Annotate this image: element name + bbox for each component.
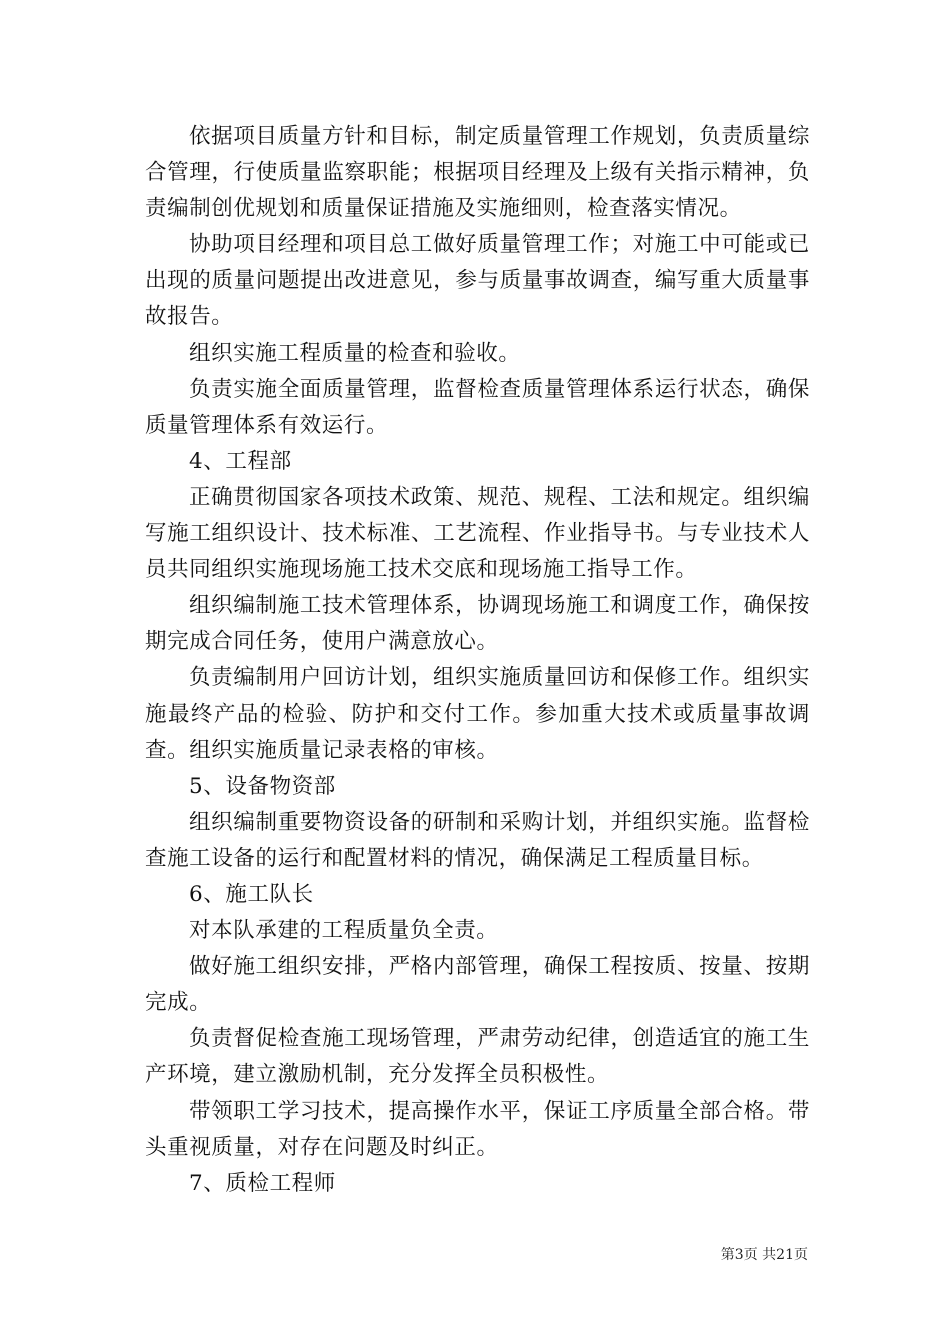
- paragraph: 协助项目经理和项目总工做好质量管理工作；对施工中可能或已出现的质量问题提出改进意见，参与质量事故调查，编写重大质量事故报告。: [145, 232, 810, 330]
- current-page-number: 3: [734, 1247, 744, 1263]
- paragraph: 带领职工学习技术，提高操作水平，保证工序质量全部合格。带头重视质量，对存在问题及时纠正。: [145, 1098, 810, 1160]
- paragraph: 依据项目质量方针和目标，制定质量管理工作规划，负责质量综合管理，行使质量监察职能；根据项目经理及上级有关指示精神，负责编制创优规划和质量保证措施及实施细则，检查落实情况。: [145, 124, 810, 222]
- paragraph: 组织实施工程质量的检查和验收。: [189, 340, 521, 366]
- footer-middle: 页 共: [743, 1247, 777, 1263]
- footer-prefix: 第: [720, 1247, 735, 1263]
- paragraph: 负责督促检查施工现场管理，严肃劳动纪律，创造适宜的施工生产环境，建立激励机制，充分发挥全员积极性。: [145, 1026, 810, 1088]
- paragraph: 组织编制重要物资设备的研制和采购计划，并组织实施。监督检查施工设备的运行和配置材料的情况，确保满足工程质量目标。: [145, 809, 810, 871]
- footer-suffix: 页: [794, 1247, 808, 1263]
- page-number-footer: [0, 1244, 808, 1264]
- section-heading: 6、施工队长: [189, 881, 314, 907]
- total-pages-number: 21: [776, 1247, 794, 1263]
- paragraph: 负责实施全面质量管理，监督检查质量管理体系运行状态，确保质量管理体系有效运行。: [145, 376, 810, 438]
- section-heading: 4、工程部: [189, 448, 292, 474]
- paragraph: 对本队承建的工程质量负全责。: [189, 918, 499, 944]
- section-heading: 5、设备物资部: [189, 773, 336, 799]
- document-body: [145, 119, 810, 1202]
- paragraph: 做好施工组织安排，严格内部管理，确保工程按质、按量、按期完成。: [145, 954, 810, 1016]
- paragraph: 组织编制施工技术管理体系，协调现场施工和调度工作，确保按期完成合同任务，使用户满意放心。: [145, 593, 810, 655]
- paragraph: 正确贯彻国家各项技术政策、规范、规程、工法和规定。组织编写施工组织设计、技术标准、工艺流程、作业指导书。与专业技术人员共同组织实施现场施工技术交底和现场施工指导工作。: [145, 484, 810, 583]
- paragraph: 负责编制用户回访计划，组织实施质量回访和保修工作。组织实施最终产品的检验、防护和交付工作。参加重大技术或质量事故调查。组织实施质量记录表格的审核。: [145, 665, 810, 763]
- section-heading: 7、质检工程师: [189, 1170, 336, 1196]
